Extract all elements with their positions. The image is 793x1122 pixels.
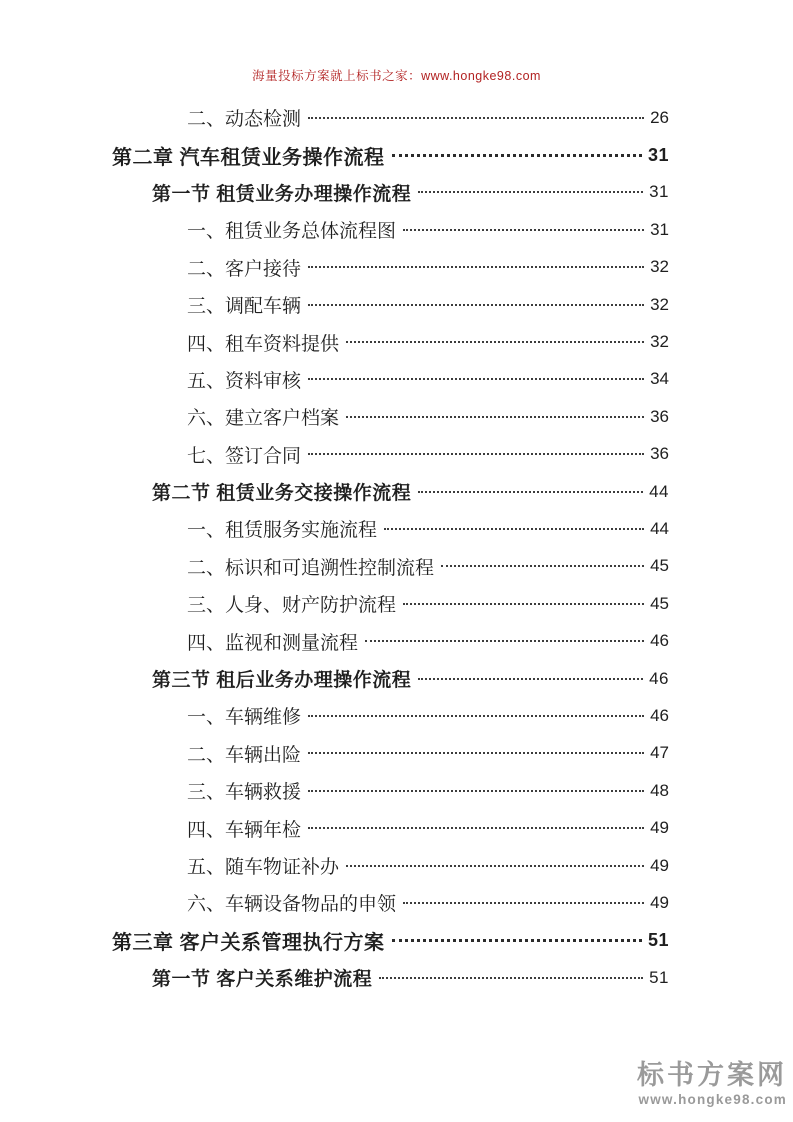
toc-page-number: 51 (647, 929, 669, 950)
toc-entry[interactable] (112, 398, 669, 435)
toc-entry[interactable] (112, 959, 669, 996)
toc-entry[interactable] (112, 884, 669, 921)
toc-dot-leader (403, 229, 644, 231)
header-promo-text: 海量投标方案就上标书之家：www.hongke98.com (252, 69, 541, 83)
toc-entry[interactable] (112, 510, 669, 547)
toc-page-number: 31 (647, 144, 669, 165)
toc-page-number: 31 (649, 182, 669, 202)
toc-dot-leader (403, 603, 644, 605)
toc-entry[interactable] (112, 361, 669, 398)
toc-entry[interactable] (112, 249, 669, 286)
toc-entry[interactable] (112, 174, 669, 211)
toc-entry[interactable] (112, 323, 669, 360)
toc-entry-text: 四、车辆年检 (187, 819, 302, 841)
toc-page-number: 49 (650, 818, 669, 838)
toc-dot-leader (392, 154, 642, 157)
toc-page-number: 48 (650, 780, 669, 800)
toc-entry-text: 六、建立客户档案 (187, 408, 340, 430)
toc-dot-leader (346, 416, 644, 418)
toc-entry[interactable] (112, 660, 669, 697)
watermark (637, 1059, 787, 1107)
toc-entry-text: 五、随车物证补办 (187, 857, 340, 878)
toc-entry-text: 第二章 汽车租赁业务操作流程 (112, 146, 385, 169)
toc-entry-text: 第二节 租赁业务交接操作流程 (152, 483, 412, 505)
toc-entry[interactable] (112, 136, 669, 173)
watermark-site-url: www.hongke98.com (638, 1091, 787, 1107)
toc-entry[interactable] (112, 473, 669, 510)
toc-entry[interactable] (112, 697, 669, 734)
toc-entry-text: 五、资料审核 (187, 370, 302, 392)
toc-entry[interactable] (112, 585, 669, 622)
toc-entry-text: 三、人身、财产防护流程 (187, 595, 397, 617)
toc-dot-leader (308, 715, 644, 717)
toc-dot-leader (308, 266, 644, 268)
toc-entry-text: 三、调配车辆 (187, 296, 302, 318)
toc-entry-text: 二、车辆出险 (187, 744, 302, 766)
toc-page-number: 34 (650, 369, 669, 389)
toc-page-number: 46 (650, 705, 669, 725)
toc-dot-leader (418, 678, 643, 680)
toc-dot-leader (308, 752, 644, 754)
toc-entry-text: 四、租车资料提供 (187, 333, 340, 355)
toc-dot-leader (403, 902, 644, 904)
toc-dot-leader (308, 117, 644, 119)
toc-entry[interactable] (112, 548, 669, 585)
toc-dot-leader (392, 939, 642, 942)
toc-entry[interactable] (112, 99, 669, 136)
toc-entry[interactable] (112, 809, 669, 846)
toc-dot-leader (441, 565, 644, 567)
toc-entry[interactable] (112, 922, 669, 959)
toc-entry-text: 第一节 客户关系维护流程 (152, 969, 373, 991)
toc-entry-text: 二、动态检测 (187, 109, 302, 131)
toc-page-number: 46 (649, 668, 669, 688)
toc-dot-leader (379, 977, 643, 979)
toc-entry-text: 一、租赁业务总体流程图 (187, 221, 397, 243)
toc-page-number: 45 (650, 556, 669, 576)
toc-page-number: 46 (650, 631, 669, 651)
toc-entry[interactable] (112, 622, 669, 659)
toc-dot-leader (384, 528, 644, 530)
toc-page-number: 36 (650, 444, 669, 464)
toc-page-number: 31 (650, 219, 669, 239)
toc-dot-leader (308, 304, 644, 306)
toc-entry[interactable] (112, 772, 669, 809)
toc-page-number: 49 (650, 892, 669, 912)
toc-entry-text: 第一节 租赁业务办理操作流程 (152, 183, 412, 205)
toc-page-number: 32 (650, 294, 669, 314)
toc-page-number: 44 (649, 481, 669, 501)
toc-dot-leader (308, 453, 644, 455)
toc-page-number: 32 (650, 257, 669, 277)
toc (112, 99, 669, 996)
toc-entry-text: 七、签订合同 (187, 445, 302, 467)
toc-entry-text: 四、监视和测量流程 (187, 632, 359, 654)
toc-dot-leader (308, 378, 644, 380)
toc-entry-text: 六、车辆设备物品的申领 (187, 894, 397, 916)
toc-page-number: 45 (650, 593, 669, 613)
toc-entry[interactable] (112, 286, 669, 323)
toc-page-number: 44 (650, 518, 669, 538)
toc-page-number: 47 (650, 743, 669, 763)
toc-page-number: 26 (650, 107, 669, 127)
toc-entry-text: 二、标识和可追溯性控制流程 (187, 557, 435, 579)
toc-page-number: 49 (650, 855, 669, 875)
toc-page-number: 32 (650, 332, 669, 352)
toc-entry[interactable] (112, 436, 669, 473)
toc-page-number: 36 (650, 406, 669, 426)
toc-entry-text: 第三节 租后业务办理操作流程 (152, 670, 412, 692)
toc-entry-text: 一、车辆维修 (187, 707, 302, 729)
toc-entry-text: 第三章 客户关系管理执行方案 (112, 931, 385, 954)
toc-entry[interactable] (112, 847, 669, 884)
toc-entry[interactable] (112, 211, 669, 248)
toc-dot-leader (365, 640, 644, 642)
toc-dot-leader (418, 491, 643, 493)
watermark-site-name: 标书方案网 (637, 1059, 787, 1090)
toc-entry-text: 三、车辆救援 (187, 782, 302, 804)
toc-dot-leader (346, 865, 644, 867)
toc-page-number: 51 (649, 967, 669, 987)
toc-entry[interactable] (112, 735, 669, 772)
toc-entry-text: 一、租赁服务实施流程 (187, 520, 378, 542)
toc-dot-leader (418, 191, 643, 193)
toc-dot-leader (308, 827, 644, 829)
toc-dot-leader (308, 790, 644, 792)
toc-dot-leader (346, 341, 644, 343)
toc-entry-text: 二、客户接待 (187, 258, 302, 280)
